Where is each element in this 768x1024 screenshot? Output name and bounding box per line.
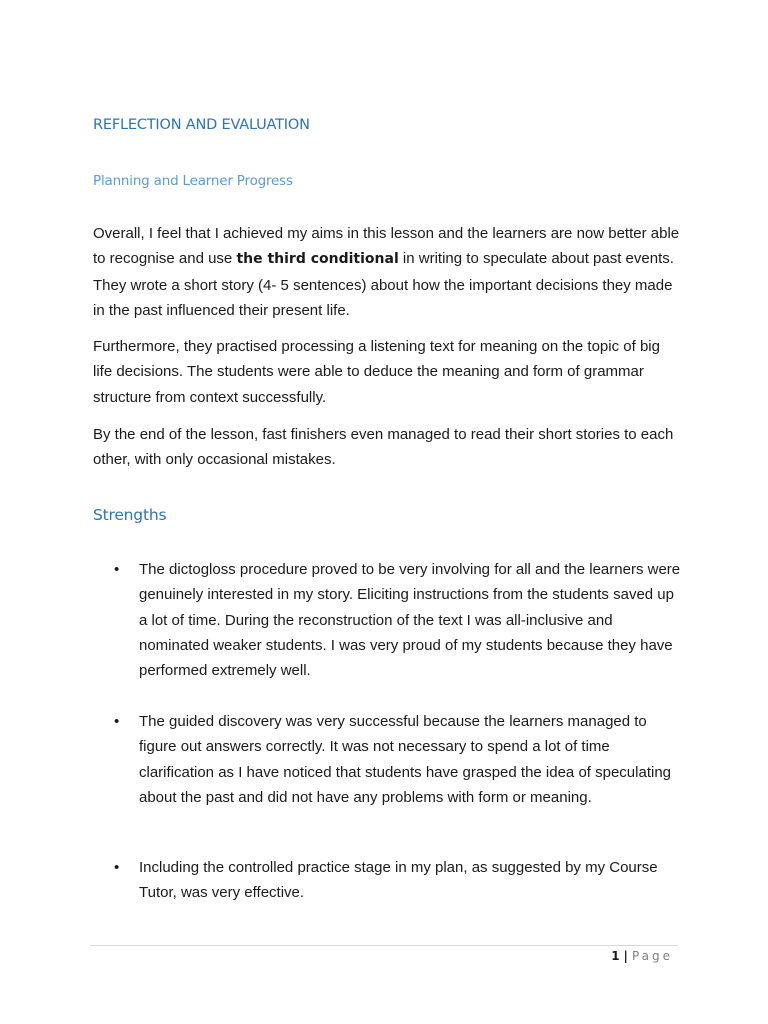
page-footer bbox=[611, 947, 673, 965]
section-heading: REFLECTION AND EVALUATION bbox=[93, 117, 310, 133]
bullet-icon: • bbox=[114, 859, 120, 876]
paragraph-overall bbox=[93, 221, 683, 323]
strengths-heading: Strengths bbox=[93, 506, 167, 524]
footer-separator: | bbox=[623, 949, 628, 963]
bullet-icon: • bbox=[114, 561, 120, 578]
subsection-heading: Planning and Learner Progress bbox=[93, 173, 293, 189]
bullet-icon: • bbox=[114, 713, 120, 730]
strength-text: Including the controlled practice stage in my plan, as suggested by my Course Tutor, was very effective. bbox=[139, 859, 658, 902]
footer-divider bbox=[90, 945, 678, 946]
paragraph-furthermore: Furthermore, they practised processing a listening text for meaning on the topic of big life decisions. The students were able to deduce the meaning and form of grammar structure from context successfully. bbox=[93, 338, 660, 406]
page-number: 1 bbox=[611, 949, 620, 963]
paragraph-text-before: Overall, I feel that I achieved my aims in this lesson and the learners are now better able to recognise and use bbox=[93, 225, 680, 268]
bold-term: the third conditional bbox=[236, 251, 399, 268]
paragraph-text-after: in writing to speculate about past events. They wrote a short story (4- 5 sentences) about how the important decisions they made in the past influenced their present life. bbox=[93, 250, 674, 319]
strength-text: The dictogloss procedure proved to be very involving for all and the learners were genuinely interested in my story. Eliciting instructions from the students saved up a lot of time. During the reconstruction of the text I was all-inclusive and nominated weaker students. I was very proud of my students because they have performed extremely well. bbox=[139, 561, 681, 680]
page-label: Page bbox=[631, 949, 673, 963]
strength-text: The guided discovery was very successful because the learners managed to figure out answers correctly. It was not necessary to spend a lot of time clarification as I have noticed that students have grasped the idea of speculating about the past and did not have any problems with form or meaning. bbox=[139, 713, 672, 806]
paragraph-end-of-lesson: By the end of the lesson, fast finishers even managed to read their short stories to each other, with only occasional mistakes. bbox=[93, 426, 674, 469]
